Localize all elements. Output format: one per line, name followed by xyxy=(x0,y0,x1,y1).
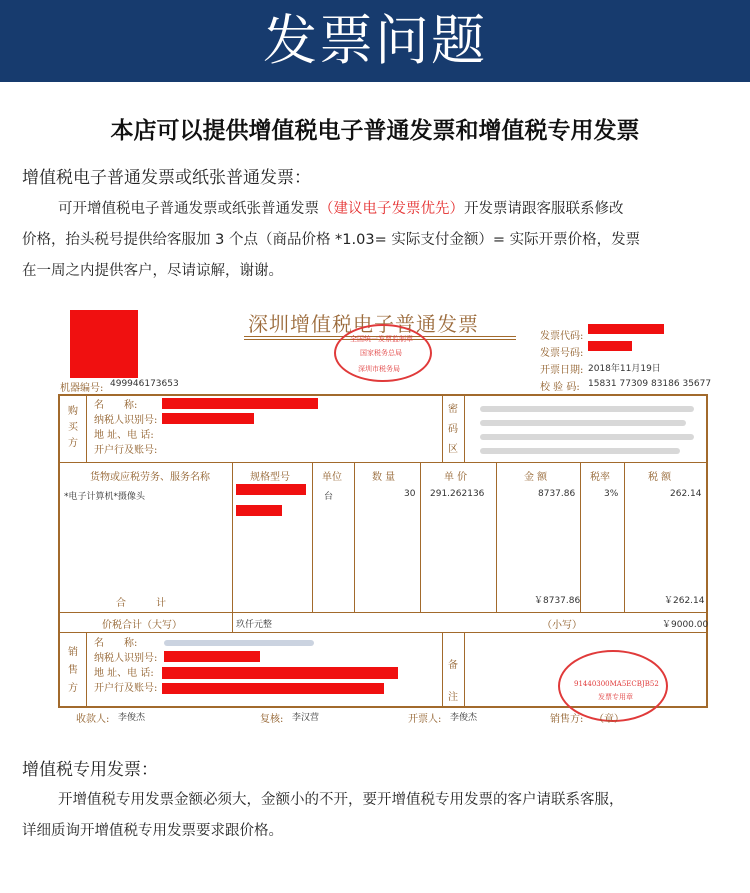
recommend-electronic-note: （建议电子发票优先） xyxy=(319,201,464,217)
seller-seal-mark: （章） xyxy=(594,714,624,725)
section2-line1: 开增值税专用发票金额必须大，金额小的不开，要开增值税专用发票的客户请联系客服， xyxy=(58,792,624,808)
redacted-qr-code xyxy=(70,310,138,378)
item-unit: 台 xyxy=(324,492,334,502)
total-amount: ￥8737.86 xyxy=(534,596,581,606)
code-label: 发票代码: xyxy=(540,331,584,342)
seller-name-blur xyxy=(164,640,314,646)
invoice-sample xyxy=(58,300,714,730)
check-value: 15831 77309 83186 35677 xyxy=(588,379,712,389)
buyer-fields: 名 称: 纳税人识别号: 地 址、电 话: 开户行及账号: xyxy=(94,400,158,456)
col-tax: 税 额 xyxy=(648,472,672,483)
headline: 本店可以提供增值税电子普通发票和增值税专用发票 xyxy=(110,118,640,144)
seal-top-text: 全国统一发票监制章 xyxy=(350,335,413,343)
redacted-number xyxy=(588,341,632,351)
col-qty: 数 量 xyxy=(372,472,396,483)
invoice-title: 深圳增值税电子普通发票 xyxy=(248,312,479,336)
cipher-row-2 xyxy=(480,420,686,426)
grand-small-label: （小写） xyxy=(542,620,582,631)
section1-paragraph xyxy=(22,194,734,287)
item-tax: 262.14 xyxy=(670,489,702,499)
section1-line2: 价格，抬头税号提供给客服加 3 个点（商品价格 *1.03= 实际支付金额）= 实际开票价格，发票 xyxy=(22,232,641,248)
cipher-side-label: 密 码 区 xyxy=(448,404,458,455)
item-name: *电子计算机*摄像头 xyxy=(64,492,146,502)
col-unit: 单位 xyxy=(322,472,342,483)
section2-paragraph xyxy=(22,785,734,847)
section1-title: 增值税电子普通发票或纸张普通发票： xyxy=(22,168,311,188)
cipher-row-1 xyxy=(480,406,694,412)
seal-mid-text: 国家税务总局 xyxy=(360,349,402,357)
section1-line1-post: 开发票请跟客服联系修改 xyxy=(464,201,624,217)
section1-line1 xyxy=(22,194,734,225)
redacted-code xyxy=(588,324,664,334)
item-qty: 30 xyxy=(404,489,416,499)
seller-fields: 名 称: 纳税人识别号: 地 址、电 话: 开户行及账号: xyxy=(94,638,158,694)
item-amount: 8737.86 xyxy=(538,489,576,499)
redacted-buyer-name xyxy=(162,398,318,409)
col-spec: 规格型号 xyxy=(250,472,290,483)
machine-label: 机器编号: xyxy=(60,383,104,394)
redacted-seller-taxid xyxy=(164,651,260,662)
col-amount: 金 额 xyxy=(524,472,548,483)
drawer-label: 开票人: xyxy=(408,714,442,725)
redacted-spec-1 xyxy=(236,484,306,495)
grand-total-words: 玖仟元整 xyxy=(236,620,273,630)
section1-line1-pre: 可开增值税电子普通发票或纸张普通发票 xyxy=(58,201,319,217)
machine-value: 499946173653 xyxy=(110,379,179,389)
redacted-seller-address xyxy=(162,667,398,679)
payee-label: 收款人: xyxy=(76,714,110,725)
total-tax: ￥262.14 xyxy=(664,596,705,606)
date-label: 开票日期: xyxy=(540,365,584,376)
col-rate: 税率 xyxy=(590,472,610,483)
review-label: 复核: xyxy=(260,714,284,725)
grand-total-label: 价税合计（大写） xyxy=(102,620,182,631)
col-name: 货物或应税劳务、服务名称 xyxy=(90,472,210,483)
buyer-side-label: 购 买 方 xyxy=(68,406,78,449)
redacted-buyer-taxid xyxy=(162,413,254,424)
col-price: 单 价 xyxy=(444,472,468,483)
check-label: 校 验 码: xyxy=(540,382,580,393)
cipher-row-4 xyxy=(480,448,680,454)
banner-title: 发票问题 xyxy=(263,9,487,72)
section1-line3: 在一周之内提供客户，尽请谅解，谢谢。 xyxy=(22,263,283,279)
seal-bottom-text: 深圳市税务局 xyxy=(358,365,400,373)
seal2-code: 91440300MA5ECBJB52 xyxy=(574,680,659,688)
section2-title: 增值税专用发票： xyxy=(22,760,158,780)
redacted-spec-2 xyxy=(236,505,282,516)
date-value: 2018年11月19日 xyxy=(588,364,661,374)
remark-side-label: 备 注 xyxy=(448,660,458,703)
section2-line2: 详细质询开增值税专用发票要求跟价格。 xyxy=(22,823,283,839)
seal2-text: 发票专用章 xyxy=(598,693,633,701)
redacted-seller-bank xyxy=(162,683,384,694)
cipher-row-3 xyxy=(480,434,694,440)
drawer-value: 李俊杰 xyxy=(450,713,478,723)
number-label: 发票号码: xyxy=(540,348,584,359)
payee-value: 李俊杰 xyxy=(118,713,146,723)
review-value: 李汉营 xyxy=(292,713,320,723)
item-price: 291.262136 xyxy=(430,489,485,499)
grand-small-value: ￥9000.00 xyxy=(662,620,709,630)
seller-side-label: 销 售 方 xyxy=(68,647,78,694)
item-rate: 3% xyxy=(604,489,619,499)
total-label: 合 计 xyxy=(116,598,166,609)
seller-label: 销售方: xyxy=(550,714,584,725)
